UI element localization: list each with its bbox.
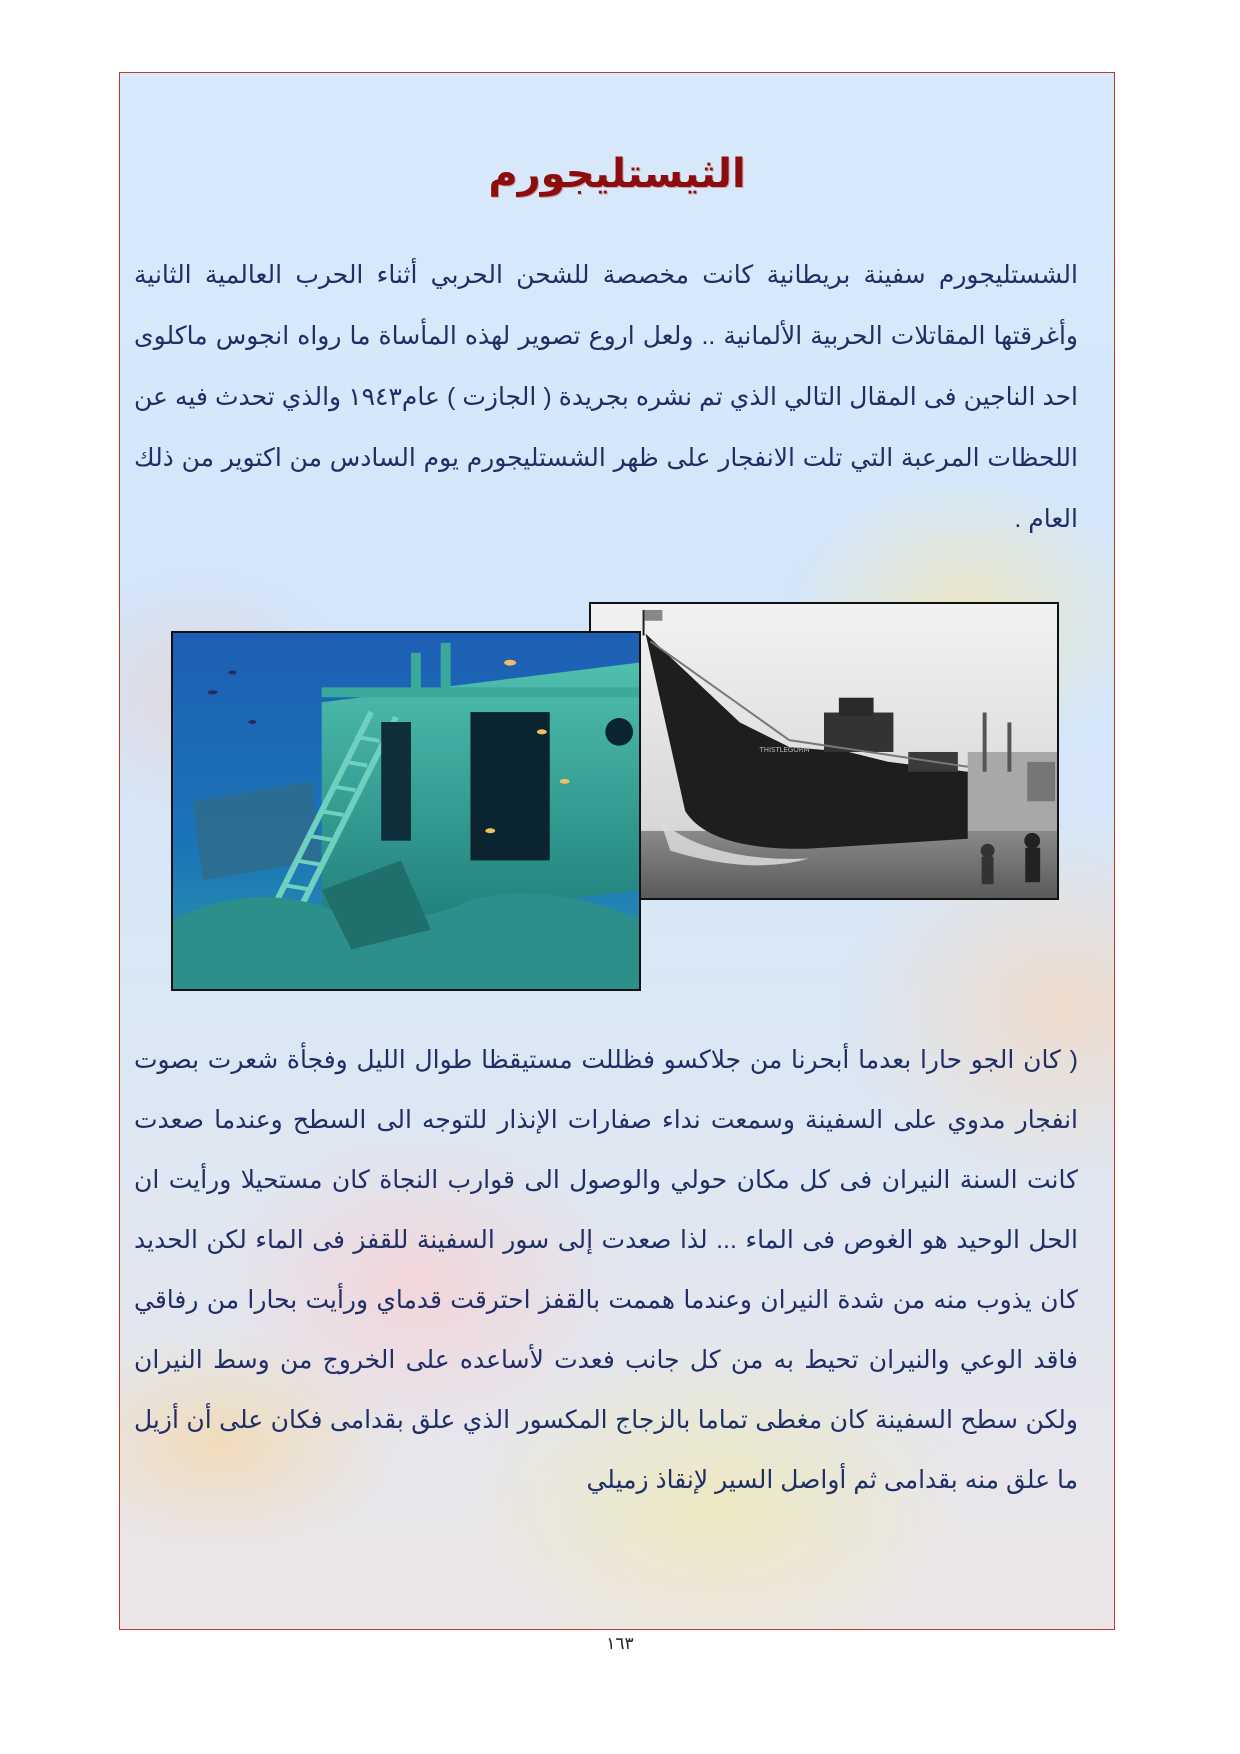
story-paragraph: ( كان الجو حارا بعدما أبحرنا من جلاكسو فظللت مستيقظا طوال الليل وفجأة شعرت بصوت انفجار مدوي على السفينة وسمعت نداء صفارات الإنذار للتوجه الى السطح وعندما صعدت كانت السنة النيران فى كل مكان حولي والوصول الى قوارب النجاة كان مستحيلا ورأيت ان الحل الوحيد هو الغوص فى الماء ... لذا صعدت إلى سور السفينة للقفز فى الماء لكن الحديد كان يذوب منه من شدة النيران وعندما هممت بالقفز احترقت قدماي ورأيت بحارا من رفاقي فاقد الوعي والنيران تحيط به من كل جانب فعدت لأساعده على الخروج من وسط النيران ولكن سطح السفينة كان مغطى تماما بالزجاج المكسور الذي علق بقدامى فكان على أن أزيل ما علق منه بقدامى ثم أواصل السير لإنقاذ زميلي <box>134 1046 1078 1494</box>
intro-paragraph: الشستليجورم سفينة بريطانية كانت مخصصة للشحن الحربي أثناء الحرب العالمية الثانية وأغرقتها المقاتلات الحربية الألمانية .. ولعل اروع تصوير لهذه المأساة ما رواه انجوس ماكلوى احد الناجين فى المقال التالي الذي تم نشره بجريدة ( الجازت ) عام١٩٤٣ والذي تحدث فيه عن اللحظات المرعبة التي تلت الانفجار على ظهر الشستليجورم يوم السادس من اكتوير من ذلك العام . <box>134 261 1078 533</box>
shipwreck-photo-icon <box>173 633 639 989</box>
page-number: ١٦٣ <box>606 1634 634 1653</box>
ship-photo <box>589 602 1059 900</box>
wreck-photo <box>171 631 641 991</box>
ship-photo-icon <box>591 604 1057 898</box>
page-title: الثيستليجورم <box>488 152 746 196</box>
page-frame <box>119 72 1115 1630</box>
hull-name: THISTLEGORM <box>759 746 810 754</box>
